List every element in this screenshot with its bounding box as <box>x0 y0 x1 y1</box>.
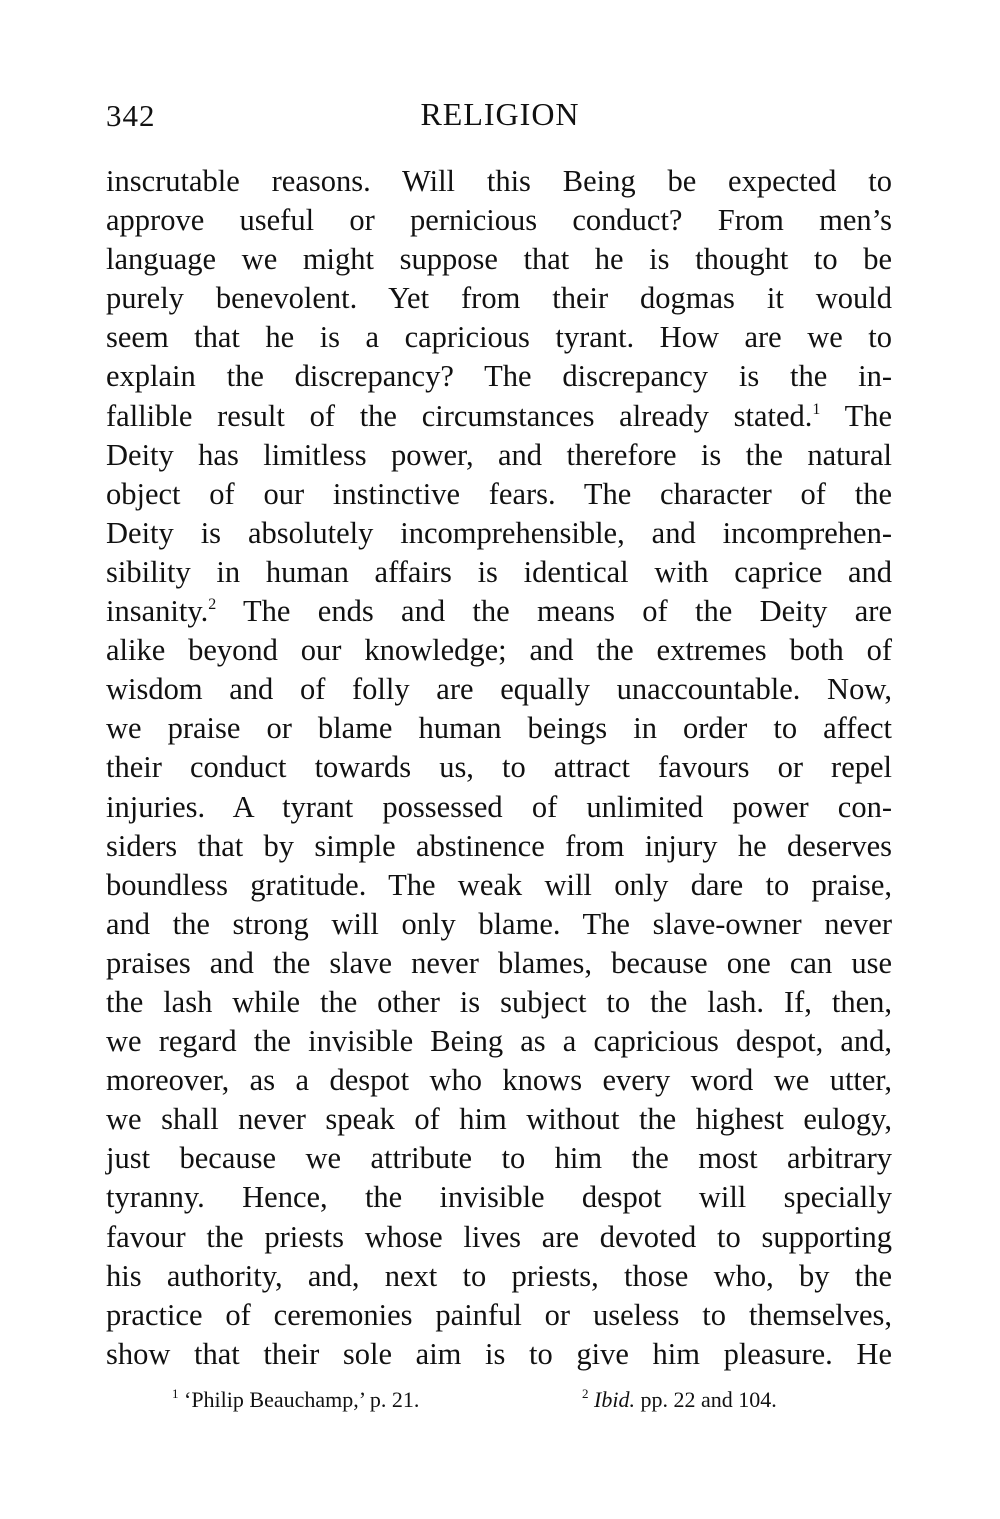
text-line: we praise or blame human beings in order to affect <box>106 711 892 746</box>
footnote-marker: 1 <box>172 1386 179 1401</box>
footnote-marker-2[interactable]: 2 <box>208 596 217 614</box>
footnote-text: pp. 22 and 104. <box>634 1387 777 1412</box>
footnote-marker-1[interactable]: 1 <box>812 400 821 418</box>
text-line: his authority, and, next to priests, those who, by the <box>106 1258 892 1293</box>
text-line: siders that by simple abstinence from injury he deserves <box>106 828 892 863</box>
text-line: object of our instinctive fears. The character of the <box>106 476 892 511</box>
text-line: wisdom and of folly are equally unaccountable. Now, <box>106 672 892 707</box>
text-line: sibility in human affairs is identical with caprice and <box>106 554 892 589</box>
footnote-text: ‘Philip Beauchamp,’ p. 21. <box>184 1387 420 1412</box>
page-number: 342 <box>106 98 156 133</box>
footnote-1 <box>172 1387 419 1413</box>
text-line: and the strong will only blame. The slave-owner never <box>106 906 892 941</box>
text-line: Deity has limitless power, and therefore is the natural <box>106 437 892 472</box>
text-line-with-footnote <box>106 592 892 631</box>
text-line: Deity is absolutely incomprehensible, and incomprehen- <box>106 515 892 550</box>
text-fragment: fallible result of the circumstances already stated. <box>106 398 813 433</box>
text-line: we shall never speak of him without the highest eulogy, <box>106 1102 892 1137</box>
text-fragment: The ends and the means of the Deity are <box>243 594 892 629</box>
text-line: purely benevolent. Yet from their dogmas it would <box>106 281 892 316</box>
text-line: favour the priests whose lives are devoted to supporting <box>106 1219 892 1254</box>
text-line: tyranny. Hence, the invisible despot will specially <box>106 1180 892 1215</box>
text-line: we regard the invisible Being as a capricious despot, and, <box>106 1024 892 1059</box>
text-line: injuries. A tyrant possessed of unlimited power con- <box>106 789 892 824</box>
text-line: approve useful or pernicious conduct? From men’s <box>106 203 892 238</box>
text-line: just because we attribute to him the most arbitrary <box>106 1141 892 1176</box>
footnote-2 <box>582 1387 777 1413</box>
text-line: language we might suppose that he is thought to be <box>106 242 892 277</box>
footnote-marker: 2 <box>582 1386 589 1401</box>
text-fragment: insanity. <box>106 594 209 629</box>
text-line: their conduct towards us, to attract favours or repel <box>106 750 892 785</box>
text-line: the lash while the other is subject to the lash. If, then, <box>106 984 892 1019</box>
text-line: moreover, as a despot who knows every word we utter, <box>106 1063 892 1098</box>
text-line: explain the discrepancy? The discrepancy is the in- <box>106 359 892 394</box>
text-line: praises and the slave never blames, because one can use <box>106 945 892 980</box>
text-fragment: The <box>844 398 892 433</box>
text-line: seem that he is a capricious tyrant. How are we to <box>106 320 892 355</box>
text-line: practice of ceremonies painful or useless to themselves, <box>106 1297 892 1332</box>
text-line-with-footnote <box>106 397 892 436</box>
text-line: show that their sole aim is to give him pleasure. He <box>106 1336 892 1371</box>
body-text <box>106 162 892 1374</box>
text-line: inscrutable reasons. Will this Being be expected to <box>106 164 892 198</box>
running-title: RELIGION <box>420 96 580 132</box>
footnote-italic: Ibid. <box>594 1387 635 1412</box>
text-line: boundless gratitude. The weak will only dare to praise, <box>106 867 892 902</box>
text-line: alike beyond our knowledge; and the extremes both of <box>106 633 892 668</box>
